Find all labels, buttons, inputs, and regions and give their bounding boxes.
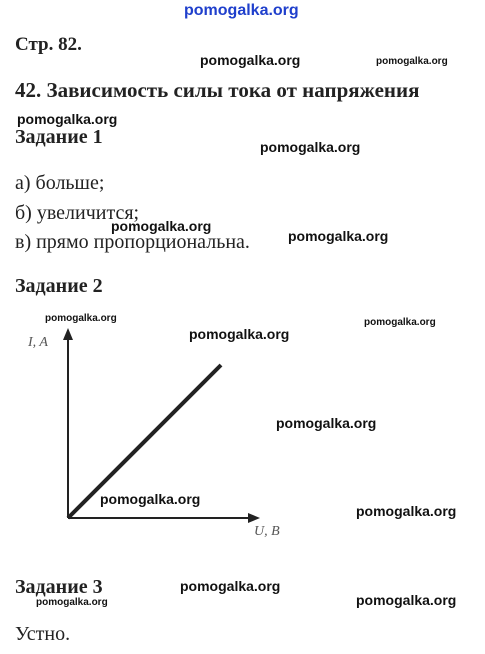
watermark: pomogalka.org (17, 111, 118, 127)
task-3-title: Задание 3 (15, 576, 103, 598)
section-title: 42. Зависимость силы тока от напряжения (15, 78, 420, 102)
watermark: pomogalka.org (200, 52, 301, 68)
watermark: pomogalka.org (111, 218, 212, 234)
watermark: pomogalka.org (376, 56, 448, 67)
watermark: pomogalka.org (189, 326, 290, 342)
watermark: pomogalka.org (356, 592, 457, 608)
watermark: pomogalka.org (45, 313, 117, 324)
x-axis-label: U, B (254, 524, 280, 539)
task-1-answer-a: а) больше; (15, 172, 105, 194)
y-axis-arrow (63, 328, 73, 340)
task-1-answer-c: в) прямо пропорциональна. (15, 231, 250, 253)
watermark: pomogalka.org (260, 139, 361, 155)
watermark: pomogalka.org (180, 578, 281, 594)
watermark-top: pomogalka.org (184, 2, 299, 19)
task-1-title: Задание 1 (15, 126, 103, 148)
watermark: pomogalka.org (276, 415, 377, 431)
task-1-answer-b: б) увеличится; (15, 202, 140, 224)
x-axis-arrow (248, 513, 260, 523)
watermark: pomogalka.org (288, 228, 389, 244)
watermark: pomogalka.org (356, 503, 457, 519)
page-label: Стр. 82. (15, 34, 82, 55)
watermark: pomogalka.org (36, 597, 108, 608)
y-axis-label: I, A (28, 335, 48, 350)
task-2-title: Задание 2 (15, 275, 103, 297)
watermark: pomogalka.org (100, 491, 201, 507)
watermark: pomogalka.org (364, 317, 436, 328)
task-3-answer: Устно. (15, 623, 71, 645)
